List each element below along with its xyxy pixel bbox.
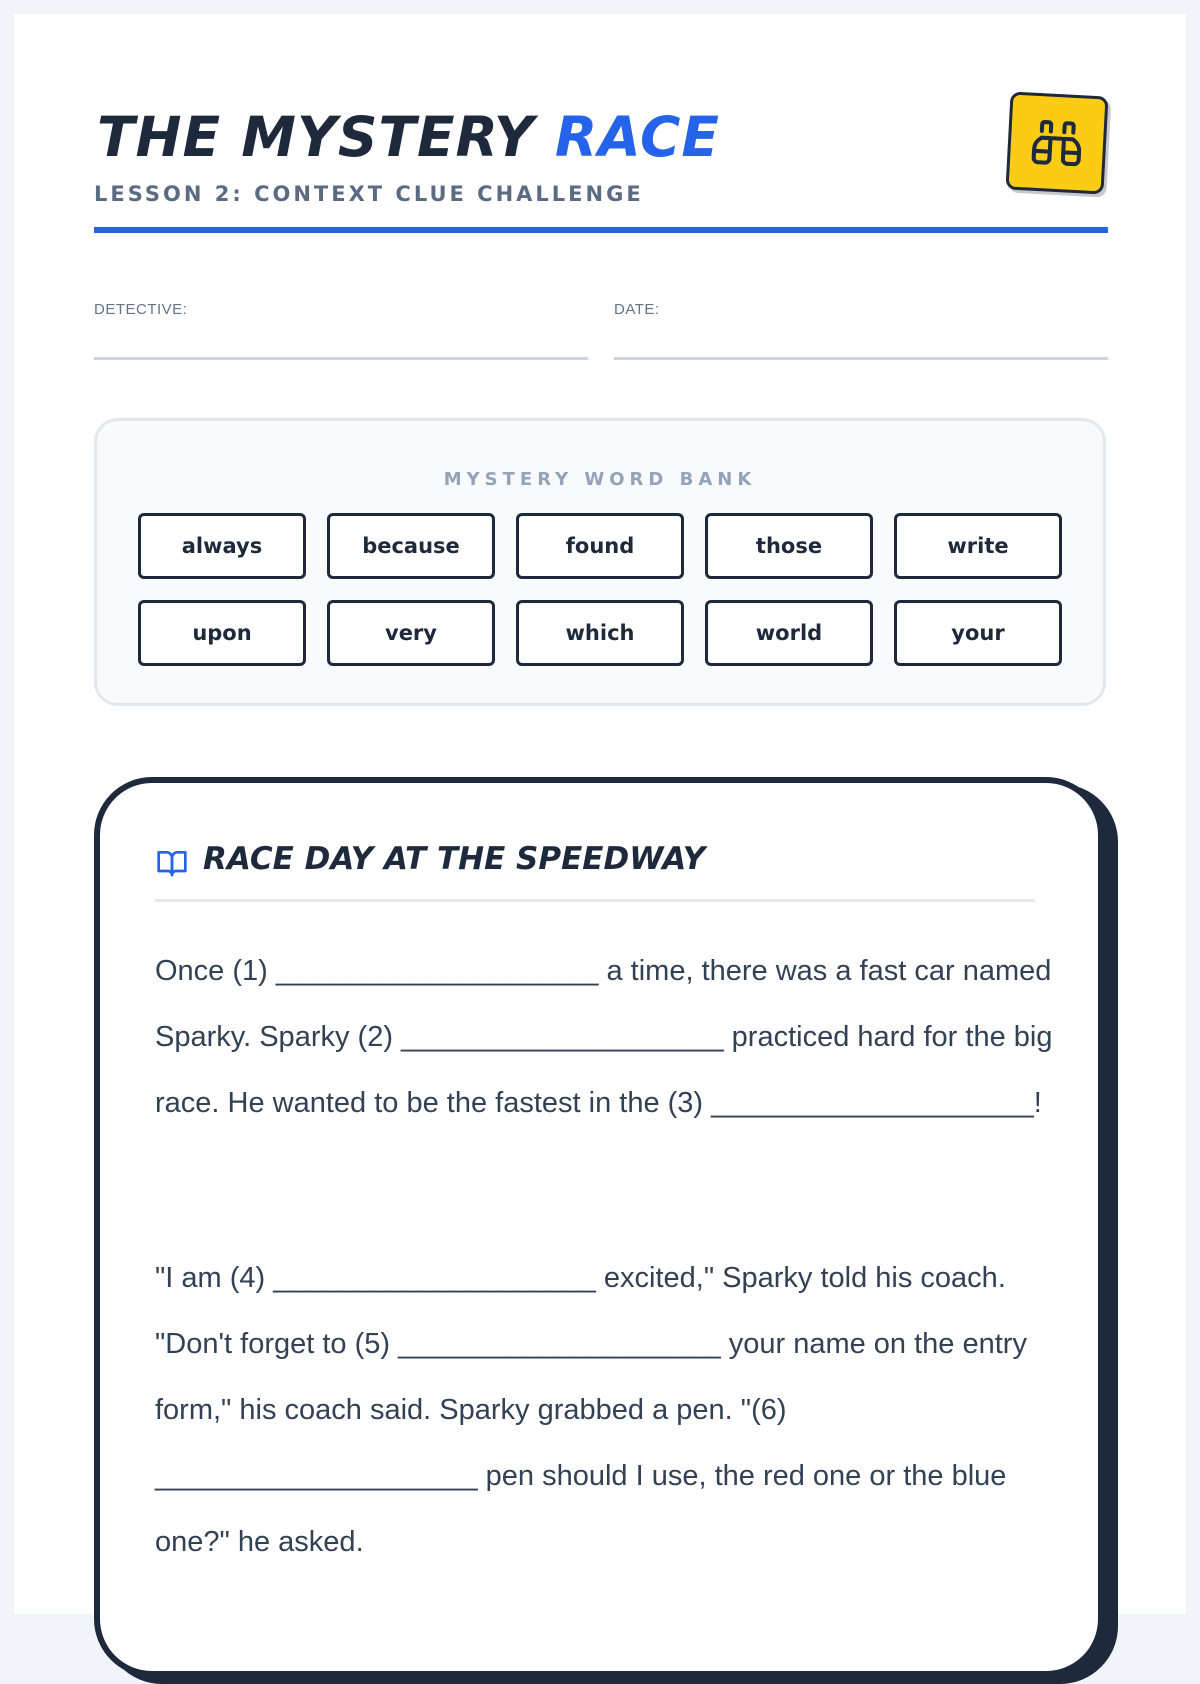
word-bank-grid <box>138 513 1062 666</box>
date-input[interactable] <box>614 320 1108 360</box>
binoculars-badge <box>1006 92 1109 195</box>
header-divider <box>94 227 1108 233</box>
title-accent: RACE <box>554 105 720 169</box>
detective-input[interactable] <box>94 320 588 360</box>
word-chip[interactable]: your <box>894 600 1062 666</box>
word-chip[interactable]: those <box>705 513 873 579</box>
worksheet-page <box>14 14 1186 1614</box>
detective-label: DETECTIVE: <box>94 301 188 318</box>
story-title: RACE DAY AT THE SPEEDWAY <box>203 841 706 877</box>
word-chip[interactable]: world <box>705 600 873 666</box>
word-bank <box>94 418 1106 706</box>
story-header <box>155 839 1035 902</box>
date-label: DATE: <box>614 301 660 318</box>
word-chip[interactable]: upon <box>138 600 306 666</box>
page-title <box>97 102 720 172</box>
binoculars-icon <box>1029 115 1086 172</box>
book-icon <box>155 847 189 879</box>
lesson-subtitle: LESSON 2: CONTEXT CLUE CHALLENGE <box>94 182 644 206</box>
word-chip[interactable]: which <box>516 600 684 666</box>
word-bank-title: MYSTERY WORD BANK <box>443 469 757 490</box>
story-card <box>94 777 1104 1677</box>
word-chip[interactable]: write <box>894 513 1062 579</box>
word-chip[interactable]: very <box>327 600 495 666</box>
word-chip[interactable]: always <box>138 513 306 579</box>
word-chip[interactable]: found <box>516 513 684 579</box>
story-paragraph: "I am (4) ____________________ excited," Sparky told his coach. "Don't forget to (5) ____________________ your name on the entry form," his coach said. Sparky grabbed a pen. "(6) ____________________ pen should I use, the red one or the blue one?" he asked. <box>155 1262 1027 1558</box>
story-paragraph: Once (1) ____________________ a time, there was a fast car named Sparky. Sparky (2) ____________________ practiced hard for the big race. He wanted to be the fastest in the (3) ____________________! <box>155 955 1053 1119</box>
word-chip[interactable]: because <box>327 513 495 579</box>
title-main: THE MYSTERY <box>97 105 535 169</box>
